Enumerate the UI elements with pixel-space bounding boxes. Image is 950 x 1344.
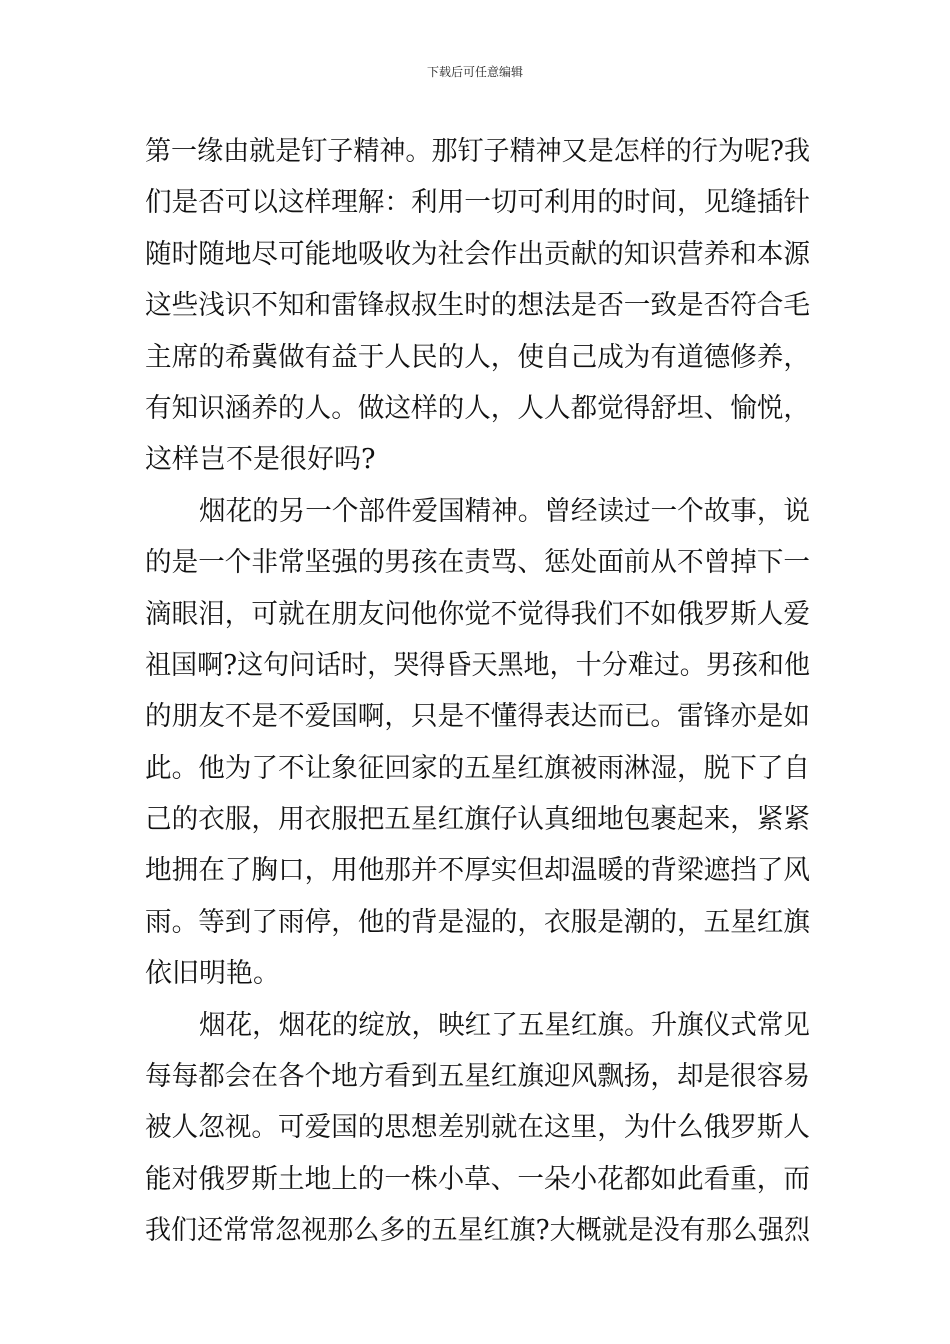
text-line: 的是一个非常坚强的男孩在责骂、惩处面前从不曾掉下一 <box>145 547 810 579</box>
text-line: 依旧明艳。 <box>145 958 280 990</box>
text-line: 这些浅识不知和雷锋叔叔生时的想法是否一致是否符合毛 <box>145 290 810 322</box>
text-line: 这样岂不是很好吗? <box>145 444 376 476</box>
text-line: 祖国啊?这句问话时，哭得昏天黑地，十分难过。男孩和他 <box>145 649 810 681</box>
text-line: 滴眼泪，可就在朋友问他你觉不觉得我们不如俄罗斯人爱 <box>145 598 810 630</box>
text-line: 被人忽视。可爱国的思想差别就在这里，为什么俄罗斯人 <box>145 1112 810 1144</box>
text-line: 地拥在了胸口，用他那并不厚实但却温暖的背梁遮挡了风 <box>145 855 810 887</box>
text-line: 主席的希冀做有益于人民的人，使自己成为有道德修养， <box>145 341 810 373</box>
text-line: 随时随地尽可能地吸收为社会作出贡献的知识营养和本源 <box>145 238 810 270</box>
paragraph-start-line: 烟花的另一个部件爱国精神。曾经读过一个故事，说 <box>199 495 810 527</box>
text-line: 此。他为了不让象征回家的五星红旗被雨淋湿，脱下了自 <box>145 752 810 784</box>
text-line: 的朋友不是不爱国啊，只是不懂得表达而已。雷锋亦是如 <box>145 701 810 733</box>
text-line: 每每都会在各个地方看到五星红旗迎风飘扬，却是很容易 <box>145 1061 810 1093</box>
paragraph-start-line: 烟花，烟花的绽放，映红了五星红旗。升旗仪式常见 <box>199 1009 810 1041</box>
page-header: 下载后可任意编辑 <box>426 65 523 79</box>
text-line: 有知识涵养的人。做这样的人，人人都觉得舒坦、愉悦， <box>145 392 810 424</box>
text-line: 们是否可以这样理解：利用一切可利用的时间，见缝插针 <box>145 187 810 219</box>
text-line: 能对俄罗斯土地上的一株小草、一朵小花都如此看重，而 <box>145 1163 810 1195</box>
text-line: 第一缘由就是钉子精神。那钉子精神又是怎样的行为呢?我 <box>145 136 810 167</box>
text-line: 雨。等到了雨停，他的背是湿的，衣服是潮的，五星红旗 <box>145 906 810 938</box>
document-body <box>145 126 810 1257</box>
text-line: 己的衣服，用衣服把五星红旗仔认真细地包裹起来，紧紧 <box>145 804 810 836</box>
text-line: 我们还常常忽视那么多的五星红旗?大概就是没有那么强烈 <box>145 1215 810 1247</box>
